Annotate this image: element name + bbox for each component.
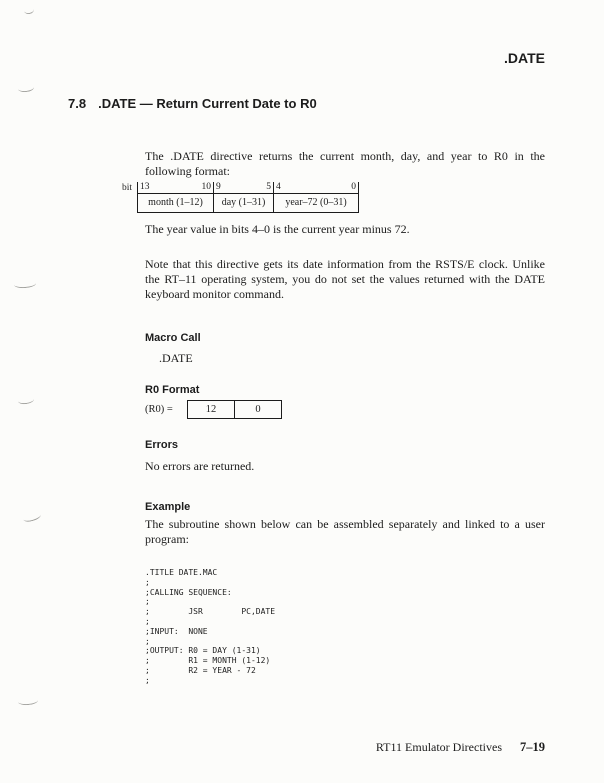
code-listing: [145, 568, 275, 686]
bit-table: [137, 182, 359, 213]
r0-format-row: [145, 400, 282, 419]
bit-low: 10: [201, 182, 212, 192]
code-line: ;: [145, 597, 150, 607]
footer-page-number: 7–19: [520, 740, 545, 754]
scan-artifact: [18, 395, 35, 405]
bit-fields-row: [137, 193, 359, 213]
bit-range-year: [273, 182, 359, 193]
scan-artifact: [18, 83, 35, 93]
code-line: ;CALLING SEQUENCE:: [145, 587, 232, 597]
r0-high-cell: 12: [188, 401, 235, 418]
code-line: ; JSR PC,DATE: [145, 607, 276, 617]
code-line: .TITLE DATE.MAC: [145, 568, 218, 577]
bit-range-month: [137, 182, 213, 193]
scan-artifact: [14, 279, 37, 289]
r0-format-heading: R0 Format: [145, 384, 200, 396]
errors-text: No errors are returned.: [145, 459, 255, 473]
bit-high: 4: [276, 182, 281, 192]
example-intro: The subroutine shown below can be assembled separately and linked to a user program:: [145, 517, 545, 546]
scan-artifact: [23, 5, 34, 15]
bit-range-day: [213, 182, 273, 193]
page-footer: [376, 740, 545, 755]
section-title: .DATE — Return Current Date to R0: [98, 96, 317, 111]
field-day: day (1–31): [213, 194, 273, 212]
rsts-note-paragraph: Note that this directive gets its date information from the RSTS/E clock. Unlike the RT–11 operating system, you do not set the values returned with the DATE keyboard monitor command.: [145, 257, 545, 301]
example-heading: Example: [145, 501, 191, 513]
code-line: ;INPUT: NONE: [145, 626, 208, 636]
code-line: ;: [145, 636, 150, 646]
code-line: ;: [145, 616, 150, 626]
running-head: .DATE: [504, 50, 545, 66]
bit-field-diagram: [122, 182, 359, 213]
field-month: month (1–12): [137, 194, 213, 212]
bit-numbers-row: [137, 182, 359, 193]
macro-call-heading: Macro Call: [145, 332, 201, 344]
section-heading: [68, 96, 317, 111]
r0-register-label: (R0) =: [145, 404, 173, 415]
macro-call-value: .DATE: [159, 351, 193, 365]
bit-low: 0: [351, 182, 357, 192]
code-line: ;: [145, 675, 150, 685]
year-note: The year value in bits 4–0 is the current year minus 72.: [145, 222, 410, 236]
section-number: 7.8: [68, 96, 87, 111]
field-year: year–72 (0–31): [273, 194, 359, 212]
intro-paragraph: The .DATE directive returns the current month, day, and year to R0 in the following format:: [145, 149, 545, 178]
r0-low-cell: 0: [255, 404, 261, 415]
bit-label: bit: [122, 183, 133, 193]
r0-value-box: [187, 400, 282, 419]
code-line: ; R2 = YEAR - 72: [145, 665, 256, 675]
bit-low: 5: [266, 182, 272, 192]
bit-high: 9: [216, 182, 221, 192]
scan-artifact: [18, 696, 39, 706]
scan-artifact: [22, 511, 42, 524]
errors-heading: Errors: [145, 439, 179, 451]
code-line: ;: [145, 577, 150, 587]
bit-high: 13: [140, 182, 150, 192]
code-line: ; R1 = MONTH (1-12): [145, 656, 271, 666]
footer-book-title: RT11 Emulator Directives: [375, 740, 502, 754]
code-line: ;OUTPUT: R0 = DAY (1-31): [145, 646, 261, 656]
